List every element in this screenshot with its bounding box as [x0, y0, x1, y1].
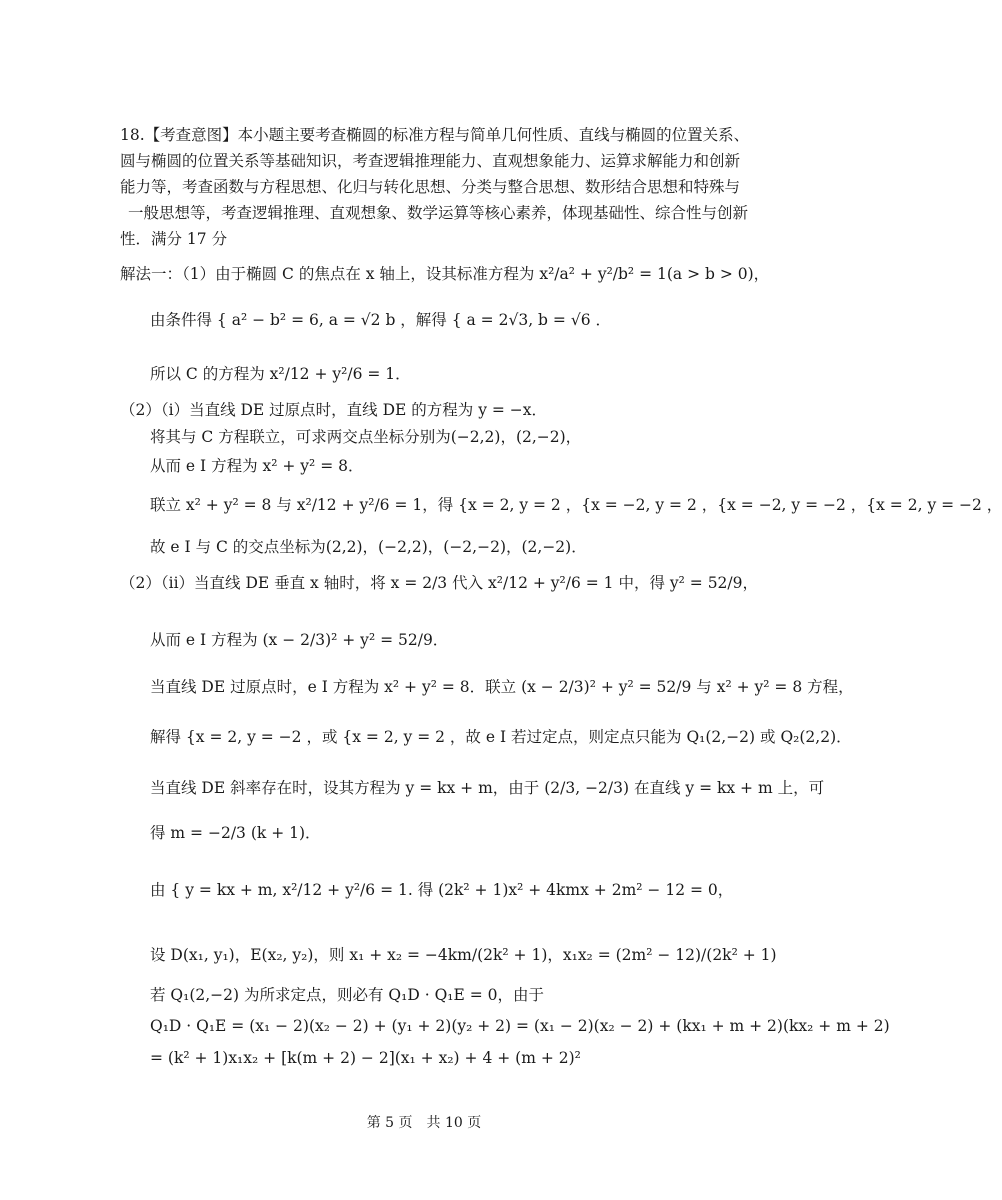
intent-line-3: 能力等，考查函数与方程思想、化归与转化思想、分类与整合思想、数形结合思想和特殊与: [120, 178, 741, 196]
fixed-point-condition-line: 若 Q₁(2,−2) 为所求定点，则必有 Q₁D · Q₁E = 0，由于: [150, 986, 545, 1004]
origin-case-line: 当直线 DE 过原点时，e I 方程为 x² + y² = 8．联立 (x − 2/3)² + y² = 52/9 与 x² + y² = 8 方程，: [150, 678, 854, 696]
intersection-line: 将其与 C 方程联立，可求两交点坐标分别为(−2,2)，(2,−2)，: [150, 428, 582, 446]
intent-line-4: 一般思想等，考查逻辑推理、直观想象、数学运算等核心素养，体现基础性、综合性与创新: [128, 204, 749, 222]
part2-ii-line: （2）（ii）当直线 DE 垂直 x 轴时，将 x = 2/3 代入 x²/12 + y²/6 = 1 中，得 y² = 52/9，: [120, 574, 758, 592]
intersection-points-line: 故 e I 与 C 的交点坐标为(2,2)，(−2,2)，(−2,−2)，(2,−2)．: [150, 538, 587, 556]
page-footer: 第 5 页 共 10 页: [366, 1115, 482, 1131]
intent-line-2: 圆与椭圆的位置关系等基础知识，考查逻辑推理能力、直观想象能力、运算求解能力和创新: [120, 152, 741, 170]
slope-case-line: 当直线 DE 斜率存在时，设其方程为 y = kx + m，由于 (2/3, −2/3) 在直线 y = kx + m 上，可: [150, 779, 825, 797]
dot-product-expansion-line: = (k² + 1)x₁x₂ + [k(m + 2) − 2](x₁ + x₂) + 4 + (m + 2)²: [150, 1049, 581, 1067]
vieta-line: 设 D(x₁, y₁)，E(x₂, y₂)，则 x₁ + x₂ = −4km/(2k² + 1)，x₁x₂ = (2m² − 12)/(2k² + 1): [150, 946, 777, 964]
circle-equation-line: 从而 e I 方程为 x² + y² = 8．: [150, 457, 364, 475]
ellipse-equation-line: 所以 C 的方程为 x²/12 + y²/6 = 1．: [150, 365, 411, 383]
intent-line-5: 性．满分 17 分: [120, 230, 228, 248]
part2-i-line: （2）（i）当直线 DE 过原点时，直线 DE 的方程为 y = −x．: [120, 401, 548, 419]
solution-part1-line: 解法一：（1）由于椭圆 C 的焦点在 x 轴上，设其标准方程为 x²/a² + y²/b² = 1(a > b > 0)，: [120, 265, 770, 283]
simultaneous-line: 联立 x² + y² = 8 与 x²/12 + y²/6 = 1，得 {x = 2, y = 2 ，{x = −2, y = 2 ，{x = −2, y = −2 ，{x = 2, y = −2 ，: [150, 496, 1002, 514]
circle-equation-2-line: 从而 e I 方程为 (x − 2/3)² + y² = 52/9．: [150, 631, 449, 649]
quadratic-line: 由 { y = kx + m, x²/12 + y²/6 = 1. 得 (2k² + 1)x² + 4kmx + 2m² − 12 = 0，: [150, 881, 734, 899]
condition-system-line: 由条件得 { a² − b² = 6, a = √2 b ，解得 { a = 2√3, b = √6 ．: [150, 311, 611, 329]
intent-line-1: 18.【考查意图】本小题主要考查椭圆的标准方程与简单几何性质、直线与椭圆的位置关系、: [120, 126, 750, 144]
fixed-point-line: 解得 {x = 2, y = −2 ，或 {x = 2, y = 2 ，故 e I 若过定点，则定点只能为 Q₁(2,−2) 或 Q₂(2,2)．: [150, 728, 852, 746]
dot-product-line: Q₁D · Q₁E = (x₁ − 2)(x₂ − 2) + (y₁ + 2)(y₂ + 2) = (x₁ − 2)(x₂ − 2) + (kx₁ + m + 2)(kx₂ + m + 2): [150, 1017, 890, 1035]
m-expression-line: 得 m = −2/3 (k + 1)．: [150, 824, 321, 842]
